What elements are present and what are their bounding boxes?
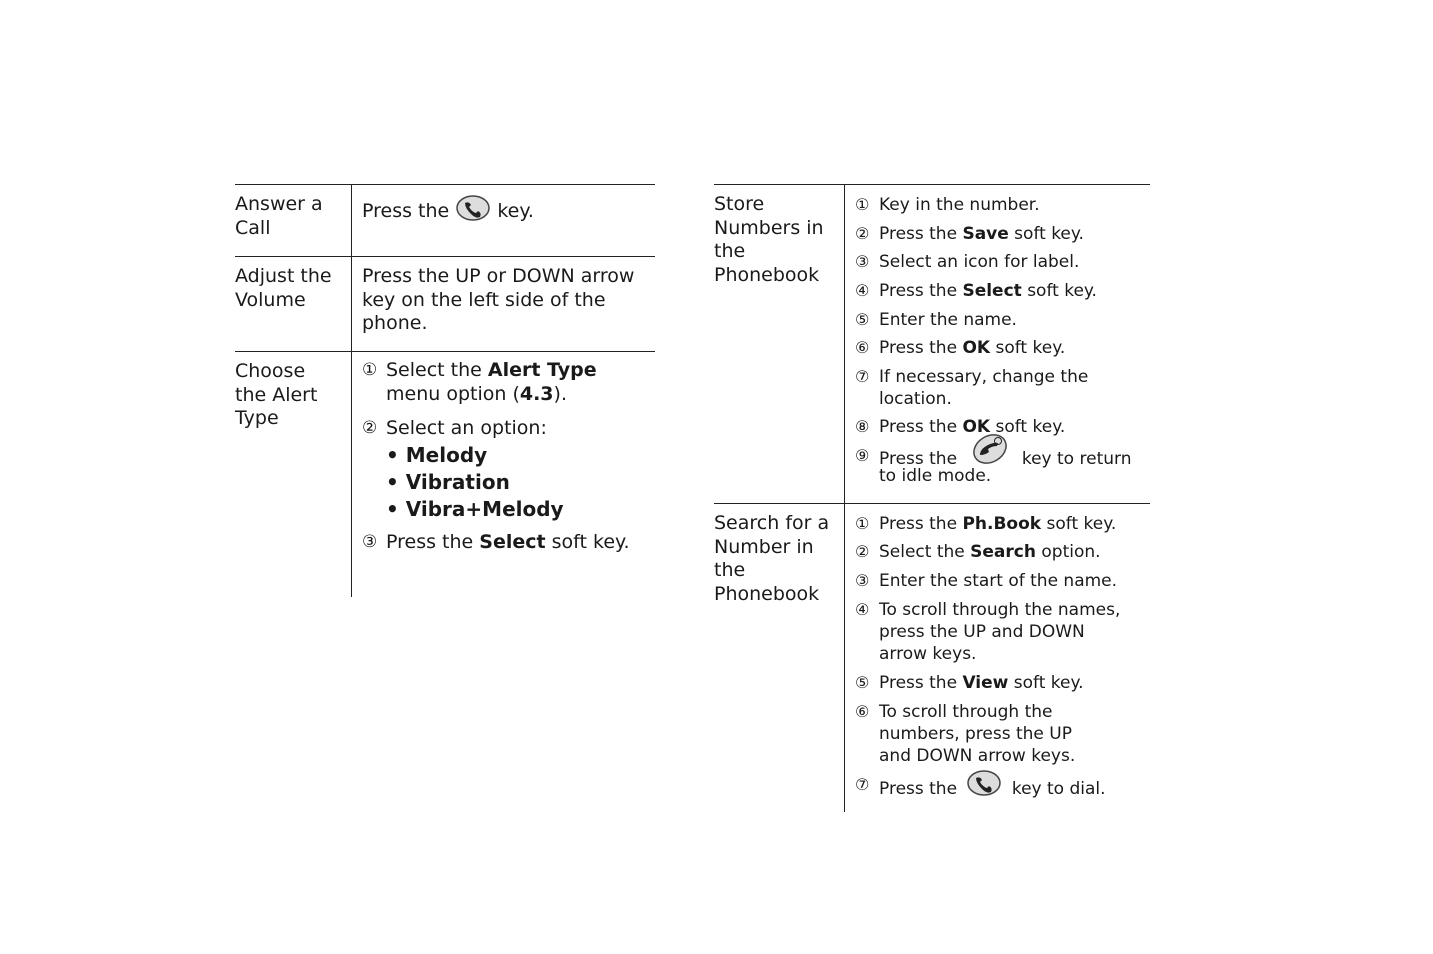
step-number: ⑤: [855, 673, 870, 692]
row-adjust-volume: [235, 256, 655, 351]
text: Press the: [879, 417, 963, 437]
text: Press the: [879, 449, 958, 469]
option-label: Melody: [405, 443, 488, 467]
text-line: Press the UP or DOWN arrow: [362, 265, 635, 287]
step-number: ①: [362, 360, 378, 380]
option-label: Vibration: [405, 470, 510, 494]
text: Press the: [879, 514, 963, 534]
step-text: [386, 530, 630, 554]
step-text: Enter the name.: [879, 310, 1017, 330]
step-text: [879, 223, 1084, 245]
row-search-number: [714, 503, 1150, 812]
label-line: Number in: [714, 535, 814, 558]
row-label: [235, 360, 317, 431]
label-line: Answer a: [235, 193, 323, 215]
text: soft key.: [1008, 673, 1084, 693]
text-line: press the UP and DOWN: [879, 622, 1085, 642]
bold-text: Save: [962, 224, 1009, 244]
row-content: [351, 185, 656, 256]
text: key.: [497, 199, 534, 222]
text: Press the: [879, 779, 958, 799]
text-line: location.: [879, 389, 952, 409]
step-text: Enter the start of the name.: [879, 571, 1118, 591]
row-store-numbers: [714, 184, 1150, 503]
step-number: ⑥: [855, 338, 870, 357]
text: Press the: [879, 224, 963, 244]
label-line: Choose: [235, 360, 306, 382]
step-text: [879, 445, 1131, 487]
text: Press the: [879, 673, 963, 693]
step-number: ⑦: [855, 367, 870, 386]
step-number: ④: [855, 281, 870, 300]
option-bullet: • Vibration: [386, 470, 510, 494]
step-text: [879, 513, 1116, 535]
label-line: Search for a: [714, 512, 830, 534]
instruction: [362, 265, 634, 336]
step-text: Select an icon for label.: [879, 252, 1080, 272]
step-number: ⑤: [855, 310, 870, 329]
bold-text: Ph.Book: [962, 514, 1042, 534]
step-text: [386, 382, 567, 406]
row-label: [714, 193, 824, 287]
step-number: ①: [855, 514, 870, 533]
text: ).: [553, 383, 567, 405]
phone-send-key-icon: [966, 768, 1002, 804]
text: Select the: [879, 542, 971, 562]
bold-text: OK: [962, 417, 991, 437]
step-text: [879, 366, 1088, 410]
text-line: to idle mode.: [879, 466, 992, 486]
label-line: Phonebook: [714, 582, 820, 605]
bold-text: Select: [479, 531, 546, 553]
text: Press the: [879, 338, 963, 358]
step-text: [879, 599, 1120, 665]
row-content: [351, 352, 656, 597]
step-number: ③: [855, 571, 870, 590]
label-line: Adjust the: [235, 265, 332, 287]
text: Select the: [386, 359, 488, 381]
text: soft key.: [545, 531, 630, 553]
right-table: [714, 184, 1150, 812]
step-number: ②: [362, 418, 378, 438]
option-bullet: • Vibra+Melody: [386, 497, 564, 521]
text-line: arrow keys.: [879, 644, 977, 664]
text: soft key.: [1021, 281, 1097, 301]
text-line: To scroll through the names,: [879, 600, 1121, 620]
text: soft key.: [990, 417, 1066, 437]
step-text: Key in the number.: [879, 195, 1040, 215]
bold-text: 4.3: [519, 383, 554, 405]
row-alert-type: [235, 351, 655, 597]
step-number: ②: [855, 542, 870, 561]
phone-send-key-icon: [455, 193, 491, 230]
step-text: [386, 358, 597, 382]
row-content: [844, 504, 1151, 812]
bold-text: OK: [962, 338, 991, 358]
text: key to return: [1021, 449, 1132, 469]
text: key to dial.: [1011, 779, 1106, 799]
label-line: Phonebook: [714, 263, 820, 286]
row-answer-call: [235, 184, 655, 256]
label-line: the Alert: [235, 383, 318, 406]
label-line: the: [714, 240, 746, 262]
label-line: the: [714, 559, 746, 581]
step-number: ④: [855, 600, 870, 619]
text: Press the: [879, 281, 963, 301]
step-text: [879, 541, 1101, 563]
text-line: To scroll through the: [879, 702, 1053, 722]
option-bullet: • Melody: [386, 443, 488, 467]
step-text: [879, 337, 1065, 359]
row-content: [351, 257, 656, 351]
step-number: ③: [855, 252, 870, 271]
bold-text: Select: [962, 281, 1022, 301]
label-line: Type: [235, 407, 279, 429]
row-content: [844, 185, 1151, 503]
text-line: key on the left side of the: [362, 288, 606, 311]
text-line: and DOWN arrow keys.: [879, 746, 1076, 766]
bold-text: View: [962, 673, 1009, 693]
label-line: Call: [235, 216, 271, 239]
step-text: [879, 701, 1075, 767]
text: menu option (: [386, 383, 520, 405]
label-line: Volume: [235, 288, 306, 311]
option-label: Vibra+Melody: [405, 497, 564, 521]
bold-text: Search: [970, 542, 1036, 562]
row-label: [235, 265, 332, 312]
row-label: [714, 512, 829, 606]
step-text: [879, 280, 1097, 302]
text: Press the: [386, 531, 480, 553]
label-line: Numbers in: [714, 216, 824, 239]
bold-text: Alert Type: [487, 359, 597, 381]
step-text: [879, 672, 1084, 694]
left-table: [235, 184, 655, 597]
text: Press the: [362, 199, 450, 222]
step-number: ①: [855, 195, 870, 214]
step-number: ⑧: [855, 417, 870, 436]
text-line: If necessary, change the: [879, 367, 1089, 387]
step-number: ②: [855, 224, 870, 243]
label-line: Store: [714, 193, 765, 215]
step-number: ⑨: [855, 446, 870, 465]
step-number: ⑦: [855, 775, 870, 794]
step-text: Select an option:: [386, 417, 547, 439]
row-label: [235, 193, 323, 240]
text: soft key.: [1041, 514, 1117, 534]
text: soft key.: [990, 338, 1066, 358]
step-number: ③: [362, 532, 378, 552]
text: option.: [1035, 542, 1101, 562]
text-line: numbers, press the UP: [879, 724, 1072, 744]
step-number: ⑥: [855, 702, 870, 721]
step-text: [879, 774, 1106, 804]
text-line: phone.: [362, 312, 428, 334]
text: soft key.: [1008, 224, 1084, 244]
instruction: [362, 193, 534, 230]
